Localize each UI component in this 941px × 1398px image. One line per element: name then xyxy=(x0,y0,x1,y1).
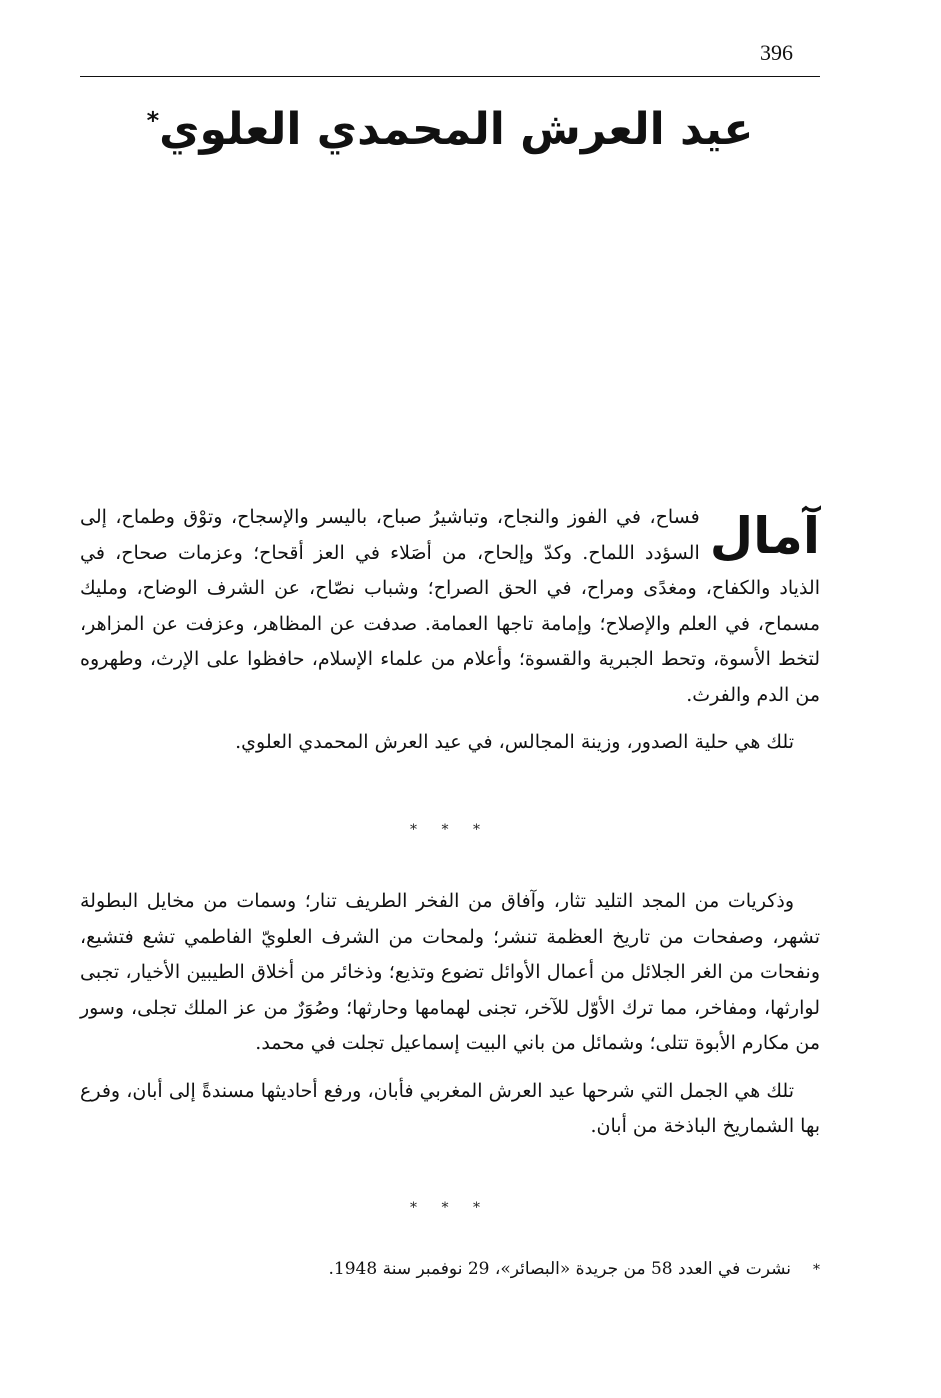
section-1-paragraph-1: فساح، في الفوز والنجاح، وتباشيرُ صباح، باليسر والإسجاح، وتوْق وطماح، إلى السؤدد اللماح. وكدّ وإلحاح، من أصَلاء في العز أقحاح؛ وعزمات صحاح، في الذياد والكفاح، ومغدًى ومراح، في الحق الصراح؛ وشباب نصّاح، عن الشرف الوضاح، ومليك مسماح، في العلم والإصلاح؛ وإمامة تاجها العمامة. صدفت عن المظاهر، وعزفت عن المزاهر، لتخط الأسوة، وتحط الجبرية والقسوة؛ وأعلام من علماء الإسلام، حافظوا على الإرث، وطهروه من الدم والفرث. xyxy=(80,506,820,706)
section-2-paragraph-2: تلك هي الجمل التي شرحها عيد العرش المغربي فأبان، ورفع أحاديثها مسندةً إلى أبان، وفرع بها الشماريخ الباذخة من أبان. xyxy=(80,1079,820,1137)
footnote xyxy=(80,1254,820,1285)
section-separator: * * * xyxy=(410,1200,490,1216)
title-footnote-marker: * xyxy=(146,106,160,135)
page-number: 396 xyxy=(760,40,793,65)
header-rule xyxy=(80,76,820,77)
section-2-paragraph-1: وذكريات من المجد التليد تثار، وآفاق من الفخر الطريف تنار؛ وسمات من مخايل البطولة تشهر، وصفحات من تاريخ العظمة تنشر؛ ولمحات من الشرف العلويّ الفاطمي تشع فتشيع، ونفحات من الغر الجلائل من أعمال الأوائل تضوع وتذيع؛ وذخائر من أخلاق الطيبين الأخيار، تجبى لوارثها، ومفاخر، مما ترك الأوّل للآخر، تجنى لهمامها وحارثها؛ وصُوَرٌ من عز الملك تجلى، وسور من مكارم الأبوة تتلى؛ وشمائل من باني البيت إسماعيل تجلت في محمد. xyxy=(80,890,820,1054)
drop-cap: آمال xyxy=(709,507,820,565)
section-1-paragraph-2: تلك هي حلية الصدور، وزينة المجالس، في عيد العرش المحمدي العلوي. xyxy=(235,731,794,753)
footnote-marker: * xyxy=(813,1262,820,1278)
title-text: عيد العرش المحمدي العلوي xyxy=(159,104,754,155)
section-2 xyxy=(80,884,820,1145)
page-title xyxy=(80,104,820,155)
section-separator: * * * xyxy=(410,822,490,838)
section-1 xyxy=(80,500,820,761)
footnote-text: نشرت في العدد 58 من جريدة «البصائر»، 29 نوفمبر سنة 1948. xyxy=(328,1259,791,1279)
